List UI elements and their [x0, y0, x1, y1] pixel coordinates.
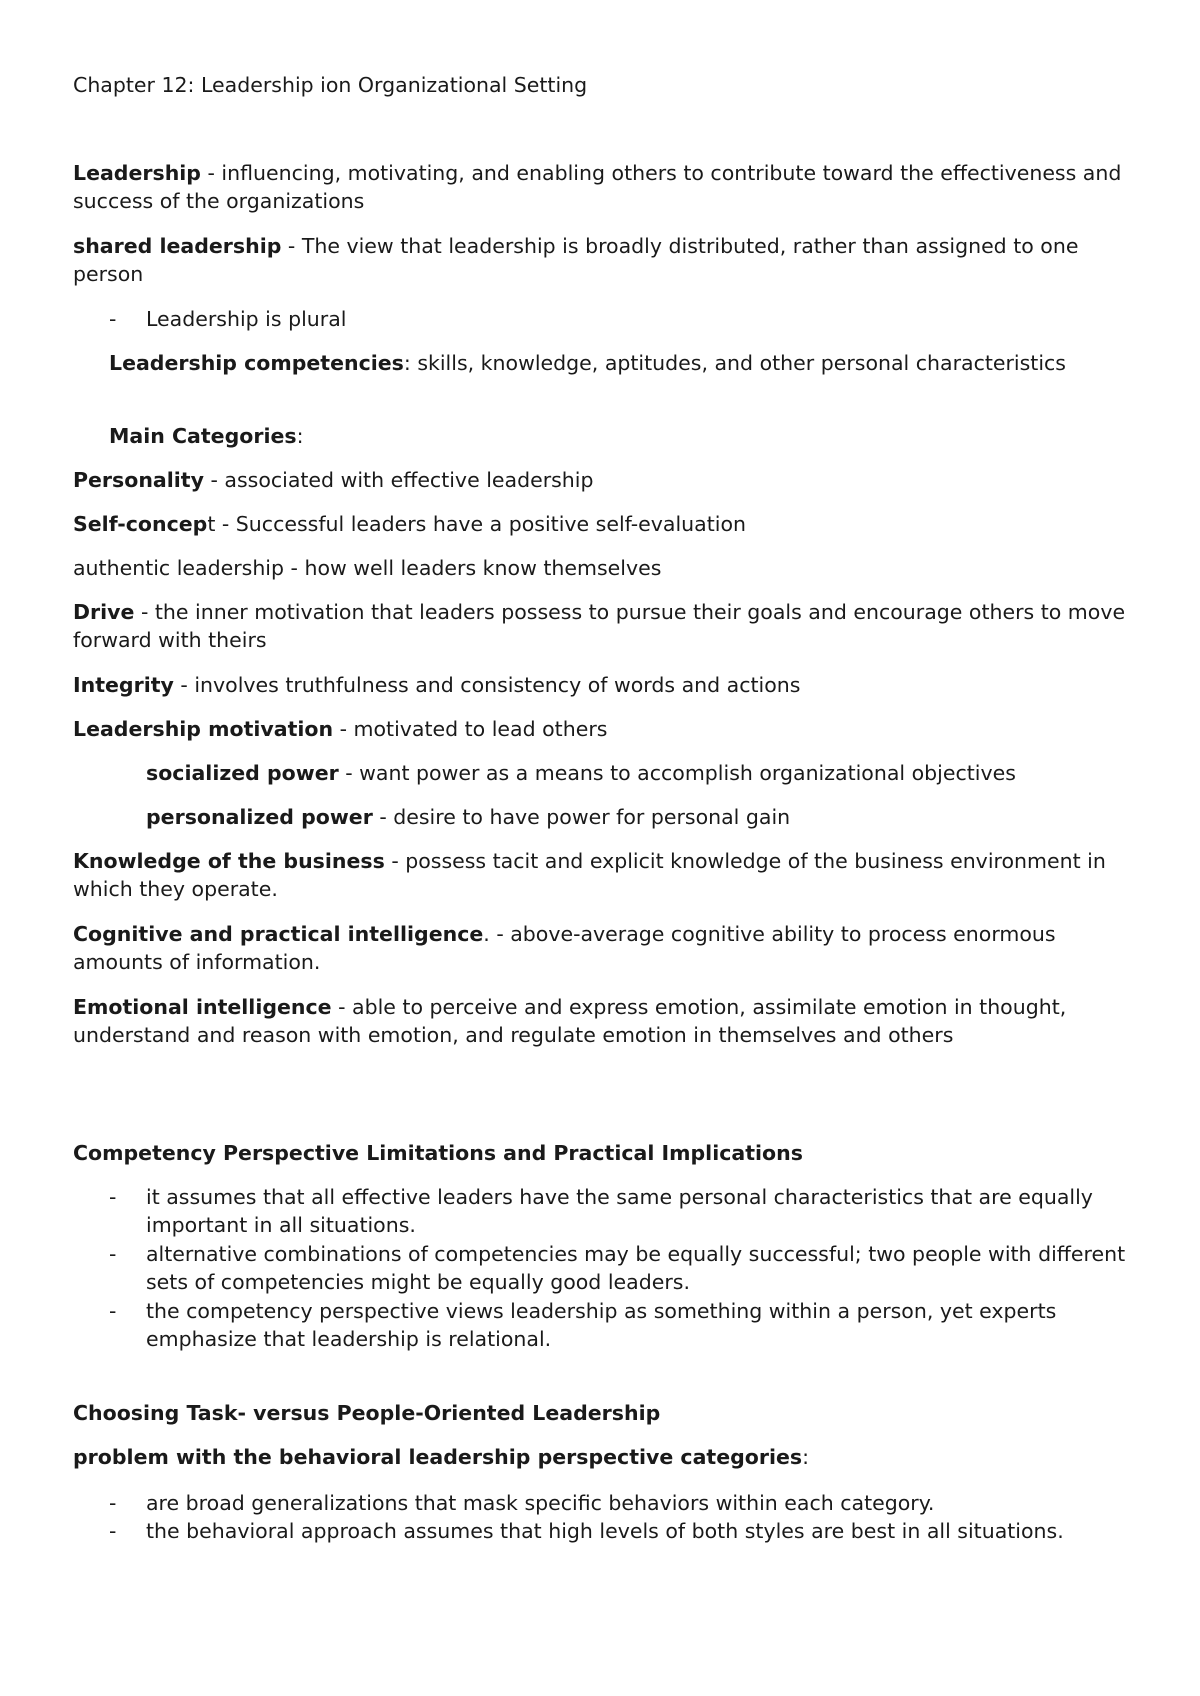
- description: - able to perceive and express emotion, assimilate emotion in thought, understand and reason with emotion, and regulate emotion in themselves and others: [73, 995, 1067, 1047]
- description: - influencing, motivating, and enabling others to contribute toward the effectiveness and success of the organizations: [73, 161, 1122, 213]
- definition-integrity: [73, 671, 1140, 699]
- problem-heading: [73, 1443, 1140, 1471]
- description: :: [802, 1445, 810, 1469]
- term: Leadership competencies: [109, 351, 404, 375]
- list-item-text: it assumes that all effective leaders have the same personal characteristics that are equally important in all situations.: [146, 1185, 1093, 1237]
- description: - The view that leadership is broadly distributed, rather than assigned to one person: [73, 234, 1079, 286]
- section-heading-text: Competency Perspective Limitations and Practical Implications: [73, 1141, 803, 1165]
- list-item-text: are broad generalizations that mask specific behaviors within each category.: [146, 1491, 935, 1515]
- list-item: [109, 1183, 1140, 1239]
- description: - want power as a means to accomplish organizational objectives: [338, 761, 1016, 785]
- chapter-title: [73, 71, 1140, 99]
- list-item: [109, 1489, 1140, 1517]
- section-heading-text: Choosing Task- versus People-Oriented Leadership: [73, 1401, 661, 1425]
- term: shared leadership: [73, 234, 282, 258]
- bullet-dash: -: [109, 307, 117, 331]
- definition-shared-leadership: [73, 232, 1140, 288]
- list-item-plural: [109, 305, 1140, 333]
- bullet-dash: -: [109, 1491, 117, 1515]
- term: Knowledge of the business: [73, 849, 385, 873]
- list-item-text: the behavioral approach assumes that high levels of both styles are best in all situations.: [146, 1519, 1064, 1543]
- definition-personalized-power: [146, 803, 1140, 831]
- list-item-text: alternative combinations of competencies may be equally successful; two people with different sets of competencies might be equally good leaders.: [146, 1242, 1126, 1294]
- term: problem with the behavioral leadership perspective categories: [73, 1445, 803, 1469]
- bullet-dash: -: [109, 1299, 117, 1323]
- list-item: [109, 1297, 1140, 1353]
- description: t - Successful leaders have a positive self-evaluation: [207, 512, 746, 536]
- term: Cognitive and practical intelligence: [73, 922, 484, 946]
- description: :: [296, 424, 304, 448]
- description: - involves truthfulness and consistency of words and actions: [173, 673, 801, 697]
- term: Main Categories: [109, 424, 297, 448]
- definition-knowledge-business: [73, 847, 1140, 903]
- definition-drive: [73, 598, 1140, 654]
- description: - desire to have power for personal gain: [372, 805, 791, 829]
- term: Leadership: [73, 161, 201, 185]
- term: Personality: [73, 468, 204, 492]
- bullet-dash: -: [109, 1185, 117, 1209]
- definition-emotional-intelligence: [73, 993, 1140, 1049]
- description: : skills, knowledge, aptitudes, and other personal characteristics: [403, 351, 1066, 375]
- term: Leadership motivation: [73, 717, 334, 741]
- term: Self-concep: [73, 512, 208, 536]
- section-heading-limitations: [73, 1139, 1140, 1167]
- definition-personality: [73, 466, 1140, 494]
- description: - possess tacit and explicit knowledge of the business environment in which they operate.: [73, 849, 1106, 901]
- definition-leadership-motivation: [73, 715, 1140, 743]
- definition-cognitive-intelligence: [73, 920, 1140, 976]
- list-item-text: the competency perspective views leadership as something within a person, yet experts emphasize that leadership is relational.: [146, 1299, 1057, 1351]
- definition-competencies: [109, 349, 1140, 377]
- description: - the inner motivation that leaders possess to pursue their goals and encourage others to move forward with theirs: [73, 600, 1126, 652]
- list-item: [109, 1240, 1140, 1296]
- definition-socialized-power: [146, 759, 1140, 787]
- term: Emotional intelligence: [73, 995, 332, 1019]
- description: . - above-average cognitive ability to process enormous amounts of information.: [73, 922, 1056, 974]
- bullet-dash: -: [109, 1519, 117, 1543]
- description: - associated with effective leadership: [203, 468, 594, 492]
- definition-leadership: [73, 159, 1140, 215]
- list-item-text: Leadership is plural: [146, 307, 347, 331]
- description: - motivated to lead others: [333, 717, 608, 741]
- description: authentic leadership - how well leaders know themselves: [73, 556, 662, 580]
- term: Integrity: [73, 673, 174, 697]
- definition-authentic-leadership: [73, 554, 1140, 582]
- bullet-dash: -: [109, 1242, 117, 1266]
- chapter-title-text: Chapter 12: Leadership ion Organizational Setting: [73, 73, 588, 97]
- definition-self-concept: [73, 510, 1140, 538]
- term: Drive: [73, 600, 135, 624]
- main-categories-label: [109, 422, 1140, 450]
- term: socialized power: [146, 761, 339, 785]
- term: personalized power: [146, 805, 373, 829]
- section-heading-choosing: [73, 1399, 1140, 1427]
- list-item: [109, 1517, 1140, 1545]
